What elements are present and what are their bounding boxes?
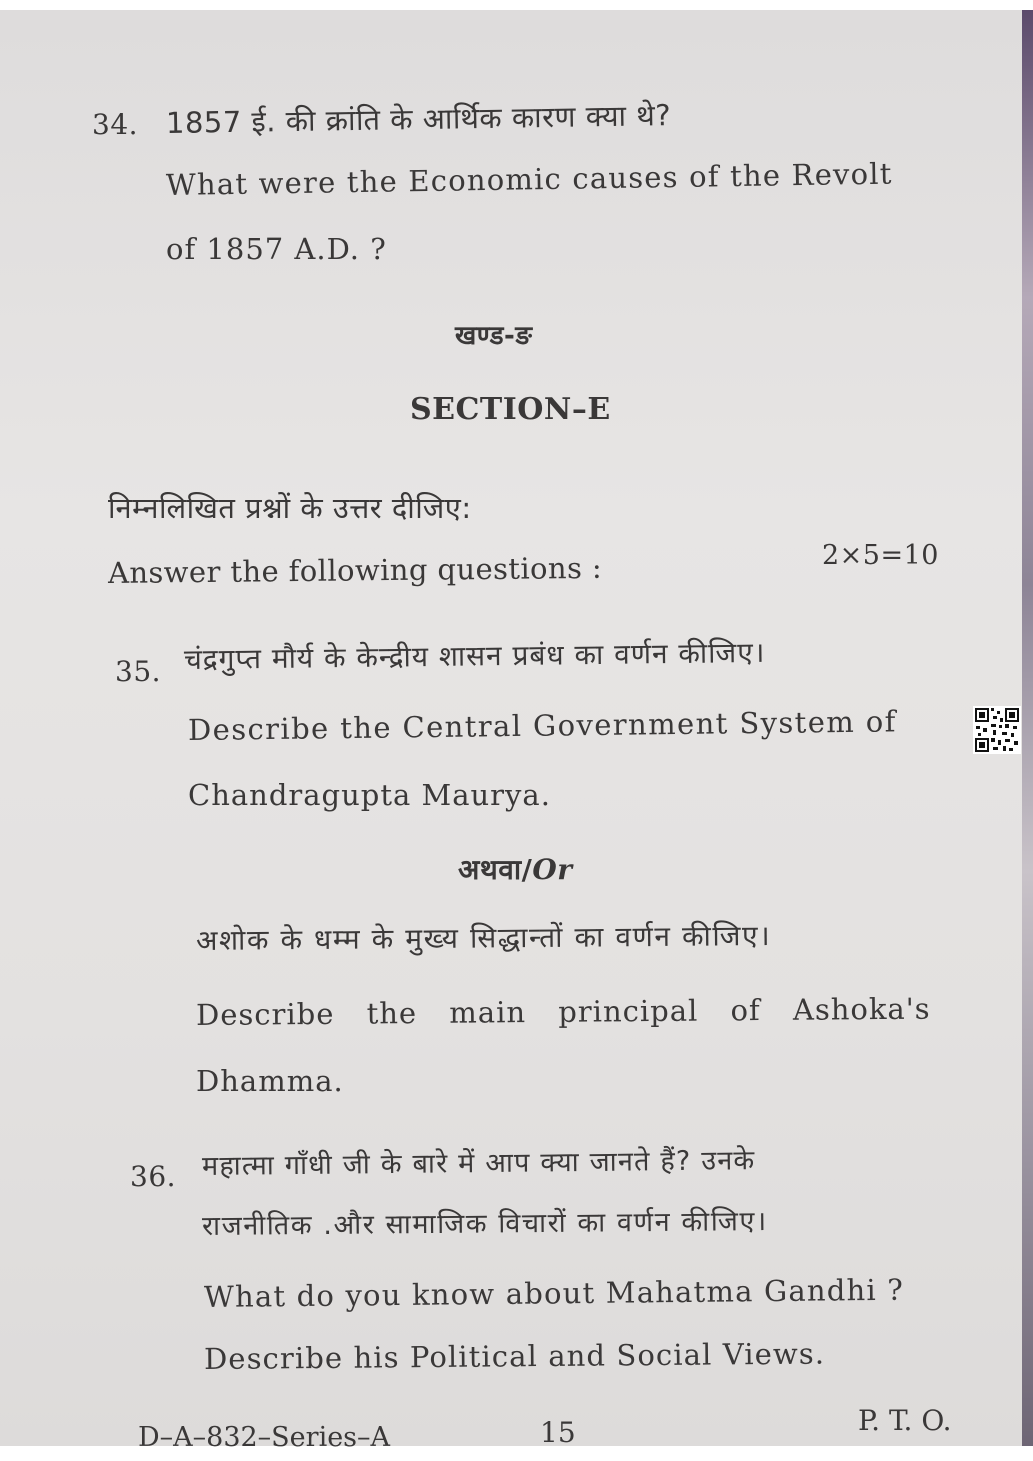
q36-hindi-line2: राजनीतिक .और सामाजिक विचारों का वर्णन कीजिए। [201,1206,768,1242]
instruction-hindi: निम्नलिखित प्रश्नों के उत्तर दीजिए: [108,491,472,525]
or-separator [458,850,573,888]
q35-english-line1: Describe the Central Government System of [187,704,897,747]
q36-number: 36. [130,1160,177,1193]
q35-number: 35. [115,655,162,688]
page-edge-shadow [1022,10,1033,1446]
marks-label: 2×5=10 [822,540,939,571]
q35-alt-hindi: अशोक के धम्म के मुख्य सिद्धान्तों का वर्णन कीजिए। [195,918,772,957]
section-hindi-title: खण्ड-ङ [455,321,533,351]
paper-code: D–A–832–Series–A [138,1422,391,1453]
q34-hindi: 1857 ई. की क्रांति के आर्थिक कारण क्या थे? [165,98,672,140]
instruction-english: Answer the following questions : [107,550,603,590]
or-hindi: अथवा/ [458,853,533,886]
please-turn-over: P. T. O. [858,1404,952,1437]
q35-alt-english-line2: Dhamma. [196,1064,344,1098]
q35-hindi: चंद्रगुप्त मौर्य के केन्द्रीय शासन प्रबंध का वर्णन कीजिए। [183,635,766,676]
q35-english-line2: Chandragupta Maurya. [188,778,551,812]
q34-english-line1: What were the Economic causes of the Revolt [165,156,893,202]
q36-english-line2: Describe his Political and Social Views. [203,1336,826,1376]
q34-number: 34. [92,108,139,141]
page-number: 15 [540,1416,576,1449]
q34-english-line2: of 1857 A.D. ? [166,232,387,266]
q36-english-line1: What do you know about Mahatma Gandhi ? [203,1272,905,1314]
or-english: Or [532,853,573,886]
qr-code-icon [973,706,1021,754]
section-english-title: SECTION–E [410,392,611,427]
q35-alt-english-line1: Describe the main principal of Ashoka's [195,991,931,1032]
q36-hindi-line1: महात्मा गाँधी जी के बारे में आप क्या जानते हैं? उनके [201,1145,756,1182]
